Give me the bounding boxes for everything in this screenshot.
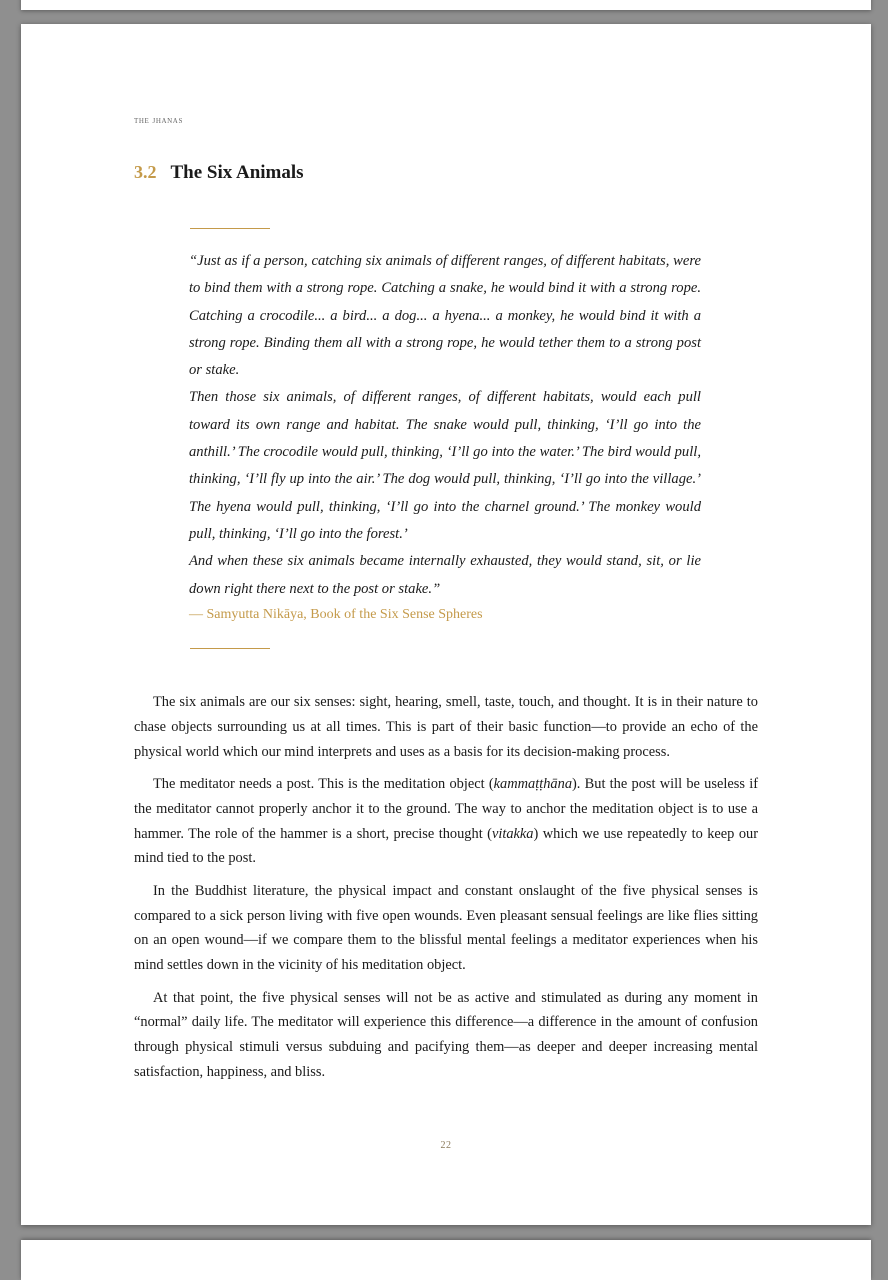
quote-paragraph: “Just as if a person, catching six animals of different ranges, of different habitats, were to bind them with a strong rope. Catching a snake, he would bind it with a strong rope. Catching a crocodile... a bird... a dog... a hyena... a monkey, he would bind it with a strong rope. Binding them all with a strong rope, he would tether them to a strong post or stake.: [189, 253, 701, 379]
body-paragraph: In the Buddhist literature, the physical impact and constant onslaught of the five physical senses is compared to a sick person living with five open wounds. Even pleasant sensual feelings are like flies sitting on an open wound—if we compare them to the blissful mental feelings a meditator experiences when his mind settles down in the vicinity of his meditation object.: [134, 882, 758, 974]
document-page: [21, 24, 871, 1225]
section-heading: [134, 162, 304, 184]
quote-paragraph: Then those six animals, of different ranges, of different habitats, would each pull toward its own range and habitat. The snake would pull, thinking, ‘I’ll go into the anthill.’ The crocodile would pull, thinking, ‘I’ll go into the water.’ The bird would pull, thinking, ‘I’ll fly up into the air.’ The dog would pull, thinking, ‘I’ll go into the village.’ The hyena would pull, thinking, ‘I’ll go into the charnel ground.’ The monkey would pull, thinking, ‘I’ll go into the forest.’: [189, 389, 701, 542]
body-text: [134, 690, 758, 1092]
pali-term: kammaṭṭhāna: [493, 775, 573, 792]
body-paragraph: The six animals are our six senses: sight, hearing, smell, taste, touch, and thought. It is in their nature to chase objects surrounding us at all times. This is part of their basic function—to provide an echo of the physical world which our mind interprets and uses as a basis for its decision-making process.: [134, 694, 758, 760]
page-number: 22: [440, 1140, 452, 1151]
quote-bottom-rule: [190, 648, 270, 649]
running-head: the jhanas: [134, 115, 183, 126]
body-text-span: ) which we use repeatedly to keep our mind tied to the post.: [134, 825, 759, 867]
quote-paragraph: And when these six animals became internally exhausted, they would stand, sit, or lie down right there next to the post or stake.”: [189, 553, 701, 597]
pali-term: vitakka: [491, 825, 534, 842]
next-page-edge: [21, 1240, 871, 1280]
section-number: 3.2: [134, 162, 157, 182]
quote-top-rule: [190, 228, 270, 229]
body-text-span: ). But the post will be useless if the meditator cannot properly anchor it to the ground. The way to anchor the meditation object is to use a hammer. The role of the hammer is a short, precise thought (: [134, 775, 758, 842]
epigraph-quote: [189, 248, 701, 627]
section-title: The Six Animals: [170, 162, 304, 183]
quote-attribution: — Samyutta Nikāya, Book of the Six Sense Spheres: [189, 606, 483, 622]
previous-page-edge: [21, 0, 871, 10]
body-paragraph: [134, 772, 758, 871]
body-text-span: The meditator needs a post. This is the meditation object (: [153, 775, 494, 792]
body-paragraph: At that point, the five physical senses will not be as active and stimulated as during any moment in “normal” daily life. The meditator will experience this difference—a difference in the amount of confusion through physical stimuli versus subduing and pacifying them—as deeper and deeper increasing mental satisfaction, happiness, and bliss.: [134, 989, 758, 1080]
